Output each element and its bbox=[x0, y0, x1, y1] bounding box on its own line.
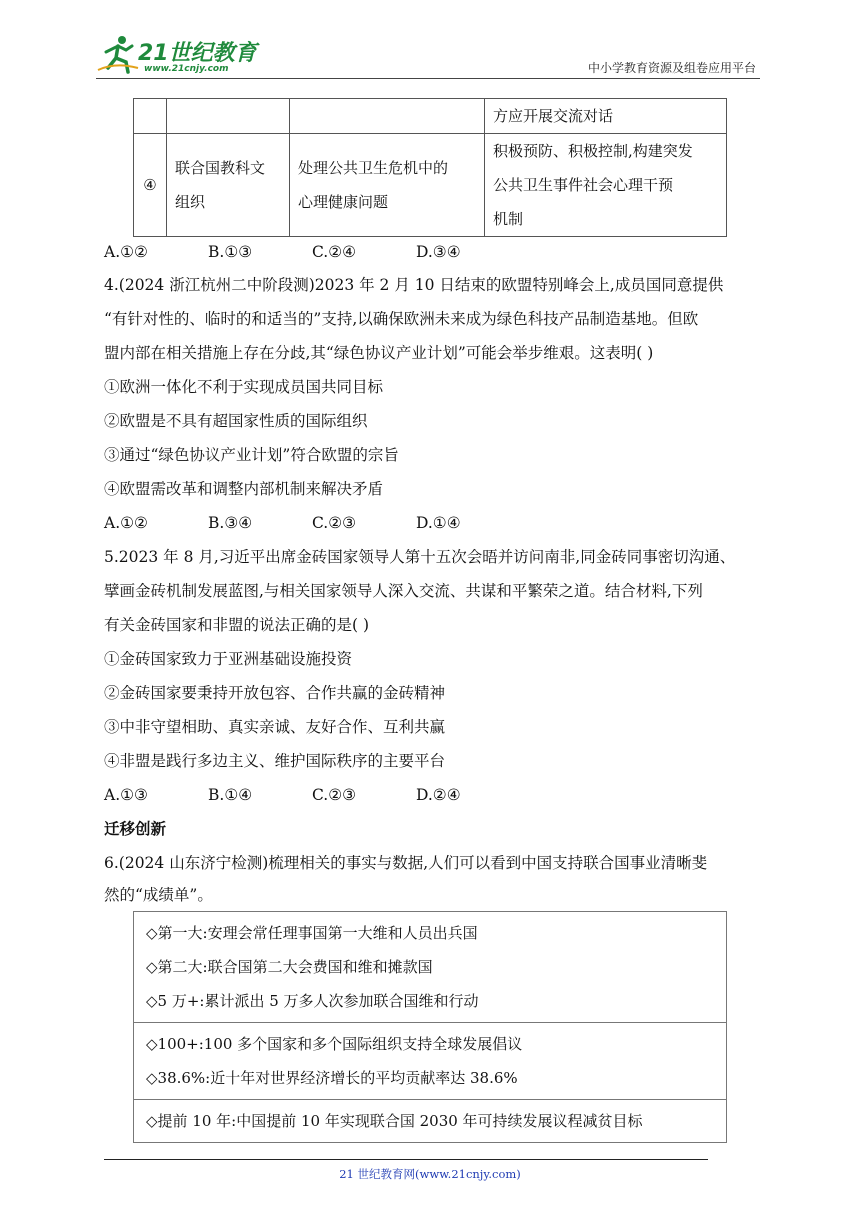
question5-item: ①金砖国家致力于亚洲基础设施投资 bbox=[104, 650, 353, 668]
table-cell: 方应开展交流对话 bbox=[485, 99, 727, 134]
question5-stem: 5.2023 年 8 月,习近平出席金砖国家领导人第十五次会晤并访问南非,同金砖同事密切沟通、 bbox=[104, 548, 736, 566]
platform-name: 中小学教育资源及组卷应用平台 bbox=[587, 61, 756, 75]
header-divider bbox=[96, 78, 760, 79]
question4-options bbox=[104, 512, 520, 534]
cell-line: 组织 bbox=[175, 193, 206, 211]
question4-stem: 4.(2024 浙江杭州二中阶段测)2023 年 2 月 10 日结束的欧盟特别峰会上,成员国同意提供 bbox=[104, 276, 724, 294]
question5-item: ②金砖国家要秉持开放包容、合作共赢的金砖精神 bbox=[104, 684, 446, 702]
table-cell bbox=[167, 99, 290, 134]
question5-stem: 擘画金砖机制发展蓝图,与相关国家领导人深入交流、共谋和平繁荣之道。结合材料,下列 bbox=[104, 582, 703, 600]
question4-stem: 盟内部在相关措施上存在分歧,其“绿色协议产业计划”可能会举步维艰。这表明( ) bbox=[104, 344, 654, 362]
footer-link[interactable]: 21 世纪教育网(www.21cnjy.com) bbox=[339, 1167, 521, 1181]
question5-options bbox=[104, 784, 520, 806]
table-row bbox=[134, 99, 727, 134]
box-group bbox=[134, 1100, 727, 1143]
achievement-item: ◇5 万+:累计派出 5 万多人次参加联合国维和行动 bbox=[146, 992, 479, 1010]
box-group-cell bbox=[134, 1023, 727, 1100]
table-cell bbox=[290, 99, 485, 134]
site-logo[interactable] bbox=[96, 34, 266, 78]
footer-divider bbox=[104, 1159, 708, 1160]
table-cell bbox=[134, 99, 167, 134]
question5-item: ③中非守望相助、真实亲诚、友好合作、互利共赢 bbox=[104, 718, 446, 736]
box-group bbox=[134, 912, 727, 1023]
achievement-box bbox=[133, 911, 727, 1143]
option-d[interactable]: D.②④ bbox=[416, 786, 461, 804]
question6-stem: 6.(2024 山东济宁检测)梳理相关的事实与数据,人们可以看到中国支持联合国事业清晰斐 bbox=[104, 854, 708, 872]
achievement-item: ◇第二大:联合国第二大会费国和维和摊款国 bbox=[146, 958, 433, 976]
option-a[interactable]: A.①③ bbox=[104, 786, 148, 804]
logo-text: 21世纪教育 bbox=[138, 41, 257, 66]
option-a[interactable]: A.①② bbox=[104, 514, 148, 532]
option-a[interactable]: A.①② bbox=[104, 243, 148, 261]
question5-stem: 有关金砖国家和非盟的说法正确的是( ) bbox=[104, 616, 370, 634]
cell-line: 联合国教科文 bbox=[175, 159, 266, 177]
question4-item: ④欧盟需改革和调整内部机制来解决矛盾 bbox=[104, 480, 384, 498]
option-c[interactable]: C.②③ bbox=[312, 514, 357, 532]
table-cell bbox=[167, 134, 290, 237]
box-group-cell bbox=[134, 1100, 727, 1143]
option-d[interactable]: D.③④ bbox=[416, 243, 461, 261]
cell-line: 机制 bbox=[493, 210, 524, 228]
cell-line: 心理健康问题 bbox=[298, 193, 389, 211]
achievement-item: ◇100+:100 多个国家和多个国际组织支持全球发展倡议 bbox=[146, 1035, 523, 1053]
runner-logo-icon bbox=[96, 34, 140, 74]
option-c[interactable]: C.②③ bbox=[312, 786, 357, 804]
question4-item: ③通过“绿色协议产业计划”符合欧盟的宗旨 bbox=[104, 446, 399, 464]
box-group-cell bbox=[134, 912, 727, 1023]
option-c[interactable]: C.②④ bbox=[312, 243, 357, 261]
question4-item: ②欧盟是不具有超国家性质的国际组织 bbox=[104, 412, 368, 430]
option-d[interactable]: D.①④ bbox=[416, 514, 461, 532]
cell-line: 处理公共卫生危机中的 bbox=[298, 159, 449, 177]
section-title: 迁移创新 bbox=[104, 820, 167, 838]
logo-url: www.21cnjy.com bbox=[144, 64, 229, 74]
question4-item: ①欧洲一体化不利于实现成员国共同目标 bbox=[104, 378, 384, 396]
question3-options bbox=[104, 241, 520, 263]
question4-stem: “有针对性的、临时的和适当的”支持,以确保欧洲未来成为绿色科技产品制造基地。但欧 bbox=[104, 310, 699, 328]
question3-table bbox=[133, 98, 727, 237]
cell-line: 积极预防、积极控制,构建突发 bbox=[493, 142, 693, 160]
box-group bbox=[134, 1023, 727, 1100]
achievement-item: ◇38.6%:近十年对世界经济增长的平均贡献率达 38.6% bbox=[146, 1069, 518, 1087]
table-cell: ④ bbox=[134, 134, 167, 237]
cell-line: 公共卫生事件社会心理干预 bbox=[493, 176, 674, 194]
option-b[interactable]: B.①③ bbox=[208, 243, 253, 261]
option-b[interactable]: B.①④ bbox=[208, 786, 253, 804]
table-cell bbox=[290, 134, 485, 237]
achievement-item: ◇第一大:安理会常任理事国第一大维和人员出兵国 bbox=[146, 924, 478, 942]
option-b[interactable]: B.③④ bbox=[208, 514, 253, 532]
question6-stem: 然的“成绩单”。 bbox=[104, 886, 213, 904]
page-header bbox=[96, 34, 760, 80]
table-cell bbox=[485, 134, 727, 237]
table-row bbox=[134, 134, 727, 237]
question5-item: ④非盟是践行多边主义、维护国际秩序的主要平台 bbox=[104, 752, 446, 770]
achievement-item: ◇提前 10 年:中国提前 10 年实现联合国 2030 年可持续发展议程减贫目标 bbox=[146, 1112, 643, 1130]
